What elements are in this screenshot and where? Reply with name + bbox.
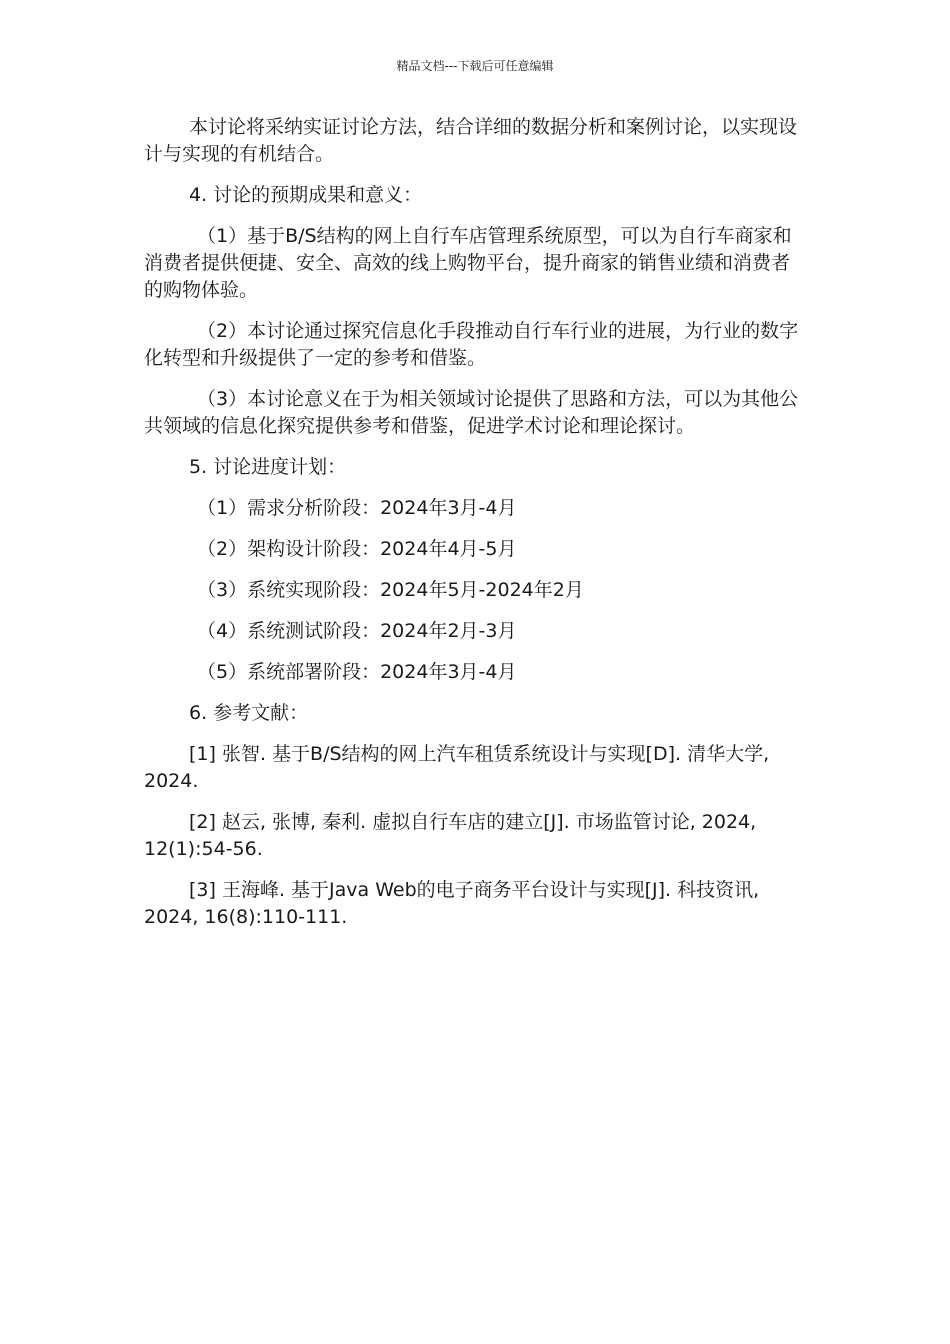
schedule-item-1: （1）需求分析阶段：2024年3月-4月 — [197, 497, 517, 519]
schedule-item-2: （2）架构设计阶段：2024年4月-5月 — [197, 538, 517, 560]
document-body — [144, 114, 808, 945]
outcome-item-2: （2）本讨论通过探究信息化手段推动自行车行业的进展，为行业的数字化转型和升级提供了一定的参考和借鉴。 — [144, 320, 799, 369]
schedule-item-4: （4）系统测试阶段：2024年2月-3月 — [197, 620, 517, 642]
intro-paragraph: 本讨论将采纳实证讨论方法，结合详细的数据分析和案例讨论，以实现设计与实现的有机结合。 — [144, 116, 798, 165]
schedule-item-3: （3）系统实现阶段：2024年5月-2024年2月 — [197, 579, 584, 601]
outcome-item-3: （3）本讨论意义在于为相关领域讨论提供了思路和方法，可以为其他公共领域的信息化探究提供参考和借鉴，促进学术讨论和理论探讨。 — [144, 388, 799, 437]
section-5-heading: 5. 讨论进度计划： — [189, 456, 347, 478]
reference-3: [3] 王海峰. 基于Java Web的电子商务平台设计与实现[J]. 科技资讯, 2024, 16(8):110-111. — [144, 879, 760, 928]
schedule-item-5: （5）系统部署阶段：2024年3月-4月 — [197, 661, 517, 683]
reference-1: [1] 张智. 基于B/S结构的网上汽车租赁系统设计与实现[D]. 清华大学, 2024. — [144, 743, 770, 792]
section-6-heading: 6. 参考文献： — [189, 702, 309, 724]
reference-2: [2] 赵云, 张博, 秦利. 虚拟自行车店的建立[J]. 市场监管讨论, 2024, 12(1):54-56. — [144, 811, 757, 860]
section-4-heading: 4. 讨论的预期成果和意义： — [189, 184, 423, 206]
page-header: 精品文档---下载后可任意编辑 — [396, 59, 554, 73]
outcome-item-1: （1）基于B/S结构的网上自行车店管理系统原型，可以为自行车商家和消费者提供便捷、安全、高效的线上购物平台，提升商家的销售业绩和消费者的购物体验。 — [144, 225, 792, 301]
